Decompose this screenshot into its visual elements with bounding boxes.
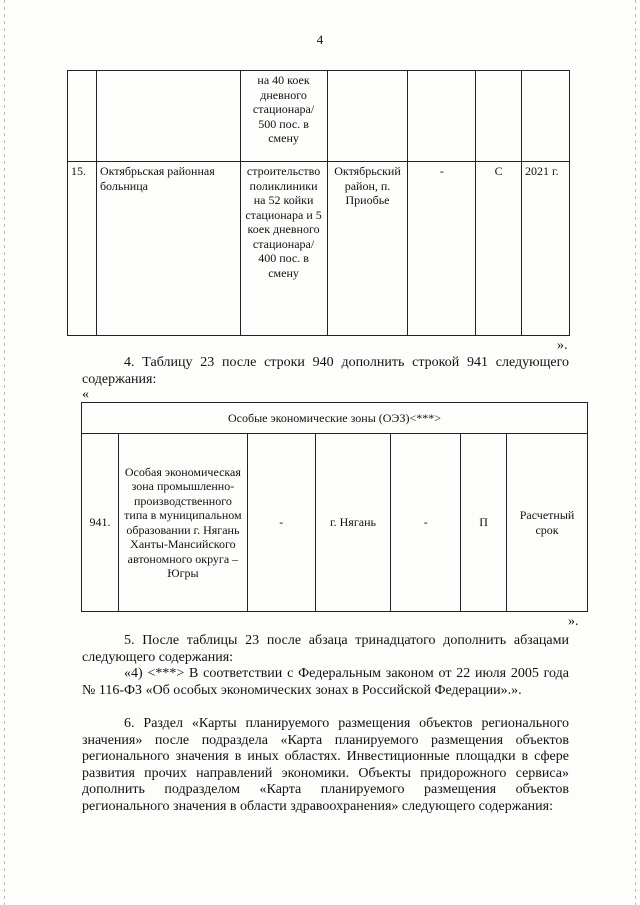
paragraph-5: 5. После таблицы 23 после абзаца тринадцатого дополнить абзацами следующего содержания: xyxy=(82,633,569,665)
cell-term: Расчетный срок xyxy=(507,434,588,612)
table-row xyxy=(68,71,570,162)
table-section-title: Особые экономические зоны (ОЭЗ)<***> xyxy=(82,403,588,434)
cell-capacity: на 40 коек дневного стационара/ 500 пос. в смену xyxy=(240,71,327,162)
cell-name: Особая экономическая зона промышленно-производственного типа в муниципальном образовании г. Нягань Ханты-Мансийского автономного округа – Югры xyxy=(118,434,247,612)
cell-type: строительство поликлиники на 52 койки стационара и 5 коек дневного стационара/ 400 пос. в смену xyxy=(240,162,327,336)
scan-edge-right xyxy=(635,0,636,905)
cell-dash: - xyxy=(408,162,476,336)
scan-edge-left xyxy=(4,0,5,905)
economic-zones-table xyxy=(81,402,588,612)
cell-dash: - xyxy=(391,434,461,612)
cell-number: 941. xyxy=(82,434,119,612)
closing-quote-2: ». xyxy=(568,614,579,629)
paragraph-5-quote: «4) <***> В соответствии с Федеральным законом от 22 июля 2005 года № 116-ФЗ «Об особых экономических зонах в Российской Федерации».». xyxy=(82,666,569,698)
cell-year: 2021 г. xyxy=(522,162,570,336)
cell-status: С xyxy=(476,162,522,336)
objects-table-continued xyxy=(67,70,570,336)
cell-number: 15. xyxy=(68,162,97,336)
table-row xyxy=(68,162,570,336)
cell-name: Октябрьская районная больница xyxy=(96,162,240,336)
paragraph-6: 6. Раздел «Карты планируемого размещения объектов регионального значения» после подраздела «Карта планируемого размещения объектов регионального значения в иных областях. Инвестиционные площадки в сфере развития прочих направлений экономики. Объекты придорожного сервиса» дополнить подразделом «Карта планируемого размещения объектов регионального значения в области здравоохранения» следующего содержания: xyxy=(82,716,569,814)
cell-status: П xyxy=(461,434,507,612)
closing-quote-1: ». xyxy=(557,338,568,353)
cell-dash: - xyxy=(247,434,315,612)
paragraph-4: 4. Таблицу 23 после строки 940 дополнить строкой 941 следующего содержания: xyxy=(82,355,569,387)
table-header-row xyxy=(82,403,588,434)
table-row xyxy=(82,434,588,612)
opening-quote: « xyxy=(82,387,89,402)
cell-location: Октябрьский район, п. Приобье xyxy=(327,162,408,336)
page-number: 4 xyxy=(316,32,324,47)
cell-location: г. Нягань xyxy=(315,434,391,612)
